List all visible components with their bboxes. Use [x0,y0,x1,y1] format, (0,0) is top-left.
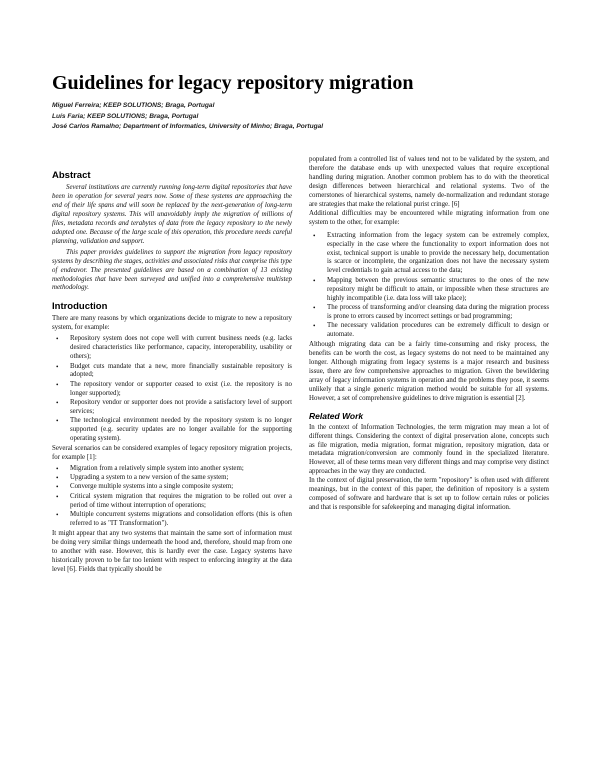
scenarios-paragraph: Several scenarios can be considered examples of legacy repository migration projects, for example [1]: [52,444,292,461]
body-paragraph: In the context of digital preservation, the term "repository" is often used with different meanings, but in the context of this paper, the definition of repository is a system composed of software and hardware that is set up to follow certain rules or policies and that is responsible for safekeeping and managing digital information. [309,477,549,512]
list-item: • The technological environment needed by the repository system is no longer supported (e.g. security updates are no longer available for the supporting operating system). [70,417,292,444]
related-work-heading: Related Work [309,410,364,421]
introduction-heading: Introduction [52,301,108,313]
body-paragraph: Additional difficulties may be encountered while migrating information from one system to the other, for example: [309,209,549,226]
list-item: • Converge multiple systems into a single composite system; [70,483,292,492]
list-item: • Repository vendor or supporter does not provide a satisfactory level of support services; [70,399,292,417]
reasons-list [52,335,292,444]
body-paragraph: In the context of Information Technologies, the term migration may mean a lot of different things. Considering the context of digital preservation alone, concepts such as file migration, media migration, format migration, repository migration, data or metadata migration/conversion are commonly found in the specialized literature. However, all of these terms mean very different things and may comprise very distinct approaches in the way they are conducted. [309,423,549,476]
author-list [52,101,552,133]
scenarios-list [52,465,292,529]
body-paragraph: It might appear that any two systems that maintain the same sort of information must be doing very similar things underneath the hood and, therefore, should map from one to another with ease. However, this is hardly ever the case. Legacy systems have historically proven to be far too lenient with respect to enforcing integrity at the data level [6]. Fields that typically should be [52,529,292,573]
list-item: • The necessary validation procedures can be extremely difficult to design or automate. [327,322,549,340]
body-paragraph: populated from a controlled list of values tend not to be validated by the system, and therefore the database ends up with unexpected values that require exceptional handling during migration. Another common problem has to do with the theoretical design differences between hierarchical and relational systems. Two of the cornerstones of hierarchical systems, namely de-normalization and redundant storage are strategies that make the relational purist cringe. [6] [309,156,549,208]
abstract-paragraph: Several institutions are currently running long-term digital repositories that have been in operation for several years now. Some of these systems are approaching the end of their life spans and will soon be replaced by the next-generation of long-term digital repository systems. This will unavoidably imply the migration of millions of files, metadata records and terabytes of data from the legacy repository to the newly adopted one. Because of the large scale of this operation, this procedure needs careful planning, validation and support. [52,184,292,245]
abstract-paragraph: This paper provides guidelines to support the migration from legacy repository systems by describing the stages, activities and associated risks that comprise this type of endeavor. The presented guidelines are based on a combination of 13 existing methodologies that have been surveyed and unified into a comprehensive multistep methodology. [52,248,292,292]
page-title: Guidelines for legacy repository migration [52,72,414,94]
list-item: • Upgrading a system to a new version of the same system; [70,474,292,483]
right-column [309,156,549,513]
left-column [52,164,292,575]
abstract-heading: Abstract [52,170,91,181]
list-item: • Repository system does not cope well with current business needs (e.g. lacks desired characteristics like performance, capacity, interoperability, usability or others); [70,335,292,362]
list-item: • The repository vendor or supporter ceased to exist (i.e. the repository is no longer supported); [70,381,292,399]
list-item: • Multiple concurrent systems migrations and consolidation efforts (this is often referred to as "IT Transformation"). [70,511,292,529]
list-item: • Extracting information from the legacy system can be extremely complex, especially in the case where the functionality to export information does not exist, technical support is unable to provide the necessary help, documentation is scarce or incomplete, the organization does not have the necessary system level credentials to gain actual access to the data; [327,232,549,277]
list-item: • Budget cuts mandate that a new, more financially sustainable repository is adopted; [70,363,292,381]
introduction-paragraph: There are many reasons by which organizations decide to migrate to new a repository system, for example: [52,315,292,332]
difficulties-list [309,232,549,340]
body-paragraph: Although migrating data can be a fairly time-consuming and risky process, the benefits can be worth the cost, as legacy systems do not need to be maintained any longer. Although migrating from legacy systems is a major research and business issue, there are few comprehensive approaches to migration. Given the bewildering array of legacy information systems in operation and the problems they pose, it seems unlikely that a single generic migration method would be suitable for all systems. However, a set of comprehensive guidelines to drive migration is essential [2]. [309,340,549,402]
list-item: • Critical system migration that requires the migration to be rolled out over a period of time without interruption of operations; [70,493,292,511]
list-item: • Migration from a relatively simple system into another system; [70,465,292,474]
list-item: • The process of transforming and/or cleansing data during the migration process is prone to errors caused by incorrect settings or bad programming; [327,304,549,322]
author-line: José Carlos Ramalho; Department of Informatics, University of Minho; Braga, Portugal [52,123,324,130]
list-item: • Mapping between the previous semantic structures to the ones of the new repository might be difficult to attain, or impossible when these structures are highly incompatible (i.e. data loss will take place); [327,277,549,304]
author-line: Luís Faria; KEEP SOLUTIONS; Braga, Portugal [52,112,199,120]
author-line: Miguel Ferreira; KEEP SOLUTIONS; Braga, Portugal [52,102,215,109]
